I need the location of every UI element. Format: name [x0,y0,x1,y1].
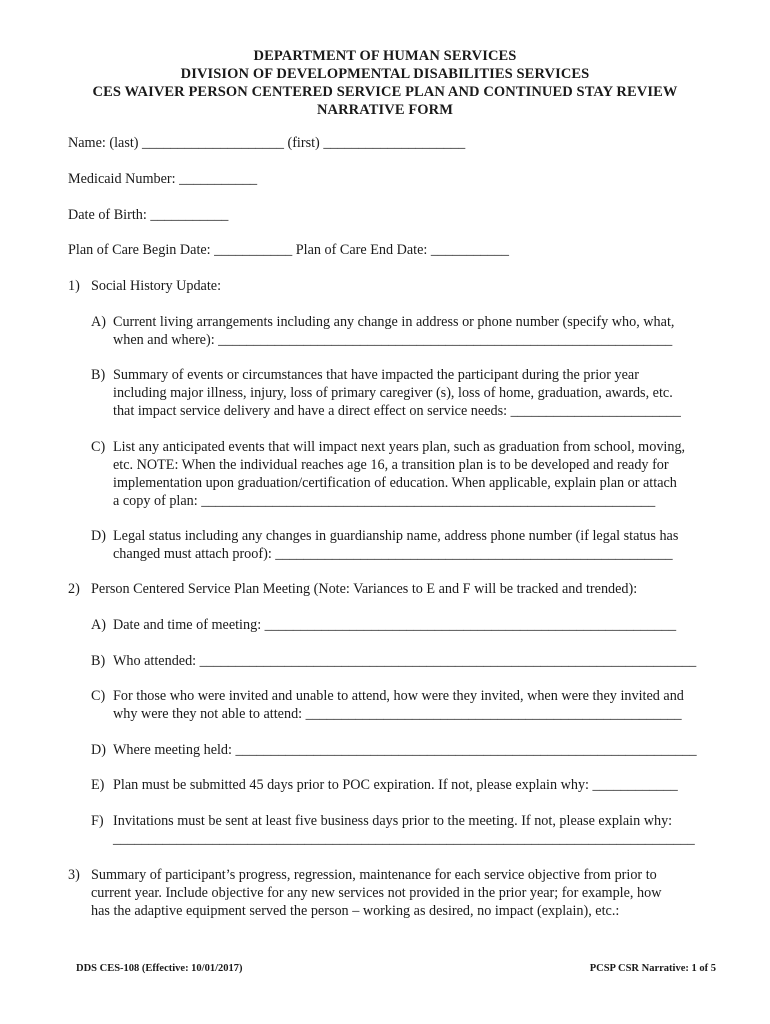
item-2f-letter: F) [91,813,104,829]
section-3-number: 3) [68,867,80,883]
section-3-text: has the adaptive equipment served the person – working as desired, no impact (explain), etc.: [91,903,620,919]
item-1b-answer-line[interactable]: that impact service delivery and have a direct effect on service needs: ________________________ [113,403,681,419]
footer-form-number: DDS CES-108 (Effective: 10/01/2017) [76,963,243,974]
item-2d-answer-line[interactable]: Where meeting held: _________________________________________________________________ [113,742,697,758]
item-1d-answer-line[interactable]: changed must attach proof): ________________________________________________________ [113,546,673,562]
header-division: DIVISION OF DEVELOPMENTAL DISABILITIES SERVICES [180,66,590,82]
section-1-number: 1) [68,278,80,294]
plan-of-care-dates-field[interactable]: Plan of Care Begin Date: ___________ Plan of Care End Date: ___________ [68,242,509,258]
date-of-birth-field[interactable]: Date of Birth: ___________ [68,207,229,223]
item-1c-text: implementation upon graduation/certification of education. When applicable, explain plan or attach [113,475,677,491]
item-2b-answer-line[interactable]: Who attended: ______________________________________________________________________ [113,653,697,669]
item-2b-letter: B) [91,653,106,669]
section-3-text: Summary of participant’s progress, regression, maintenance for each service objective from prior to [91,867,657,883]
item-2e-answer-line[interactable]: Plan must be submitted 45 days prior to POC expiration. If not, please explain why: ____________ [113,777,678,793]
item-2e-letter: E) [91,777,105,793]
section-2-title: Person Centered Service Plan Meeting (Note: Variances to E and F will be tracked and trended): [91,581,638,597]
item-1b-text: Summary of events or circumstances that have impacted the participant during the prior year [113,367,639,383]
item-1c-answer-line[interactable]: a copy of plan: ________________________________________________________________ [113,493,656,509]
item-1a-answer-line[interactable]: when and where): ________________________________________________________________ [113,332,673,348]
section-1-title: Social History Update: [91,278,222,294]
header-form-title: CES WAIVER PERSON CENTERED SERVICE PLAN AND CONTINUED STAY REVIEW [92,84,678,100]
item-1a-text: Current living arrangements including any change in address or phone number (specify who, what, [113,314,675,330]
header-form-subtitle: NARRATIVE FORM [316,102,454,118]
item-1d-text: Legal status including any changes in guardianship name, address phone number (if legal status has [113,528,679,544]
item-1d-letter: D) [91,528,106,544]
item-1b-text: including major illness, injury, loss of primary caregiver (s), loss of home, graduation, awards, etc. [113,385,673,401]
item-2f-text: Invitations must be sent at least five business days prior to the meeting. If not, please explain why: [113,813,673,829]
item-2d-letter: D) [91,742,106,758]
medicaid-number-field[interactable]: Medicaid Number: ___________ [68,171,258,187]
section-3-text: current year. Include objective for any new services not provided in the prior year; for example, how [91,885,662,901]
item-1c-text: etc. NOTE: When the individual reaches age 16, a transition plan is to be developed and ready for [113,457,669,473]
item-1c-letter: C) [91,439,106,455]
item-1c-text: List any anticipated events that will impact next years plan, such as graduation from school, moving, [113,439,686,455]
header-department: DEPARTMENT OF HUMAN SERVICES [253,48,517,64]
item-2a-letter: A) [91,617,106,633]
name-field[interactable]: Name: (last) ____________________ (first) ____________________ [68,135,466,151]
item-2f-answer-line[interactable]: __________________________________________________________________________________ [113,831,695,847]
footer-page-number: PCSP CSR Narrative: 1 of 5 [589,963,716,974]
item-2a-answer-line[interactable]: Date and time of meeting: __________________________________________________________ [113,617,677,633]
item-2c-letter: C) [91,688,106,704]
item-2c-answer-line[interactable]: why were they not able to attend: _____________________________________________________ [113,706,682,722]
item-1b-letter: B) [91,367,106,383]
item-1a-letter: A) [91,314,106,330]
item-2c-text: For those who were invited and unable to attend, how were they invited, when were they invited and [113,688,684,704]
section-2-number: 2) [68,581,80,597]
